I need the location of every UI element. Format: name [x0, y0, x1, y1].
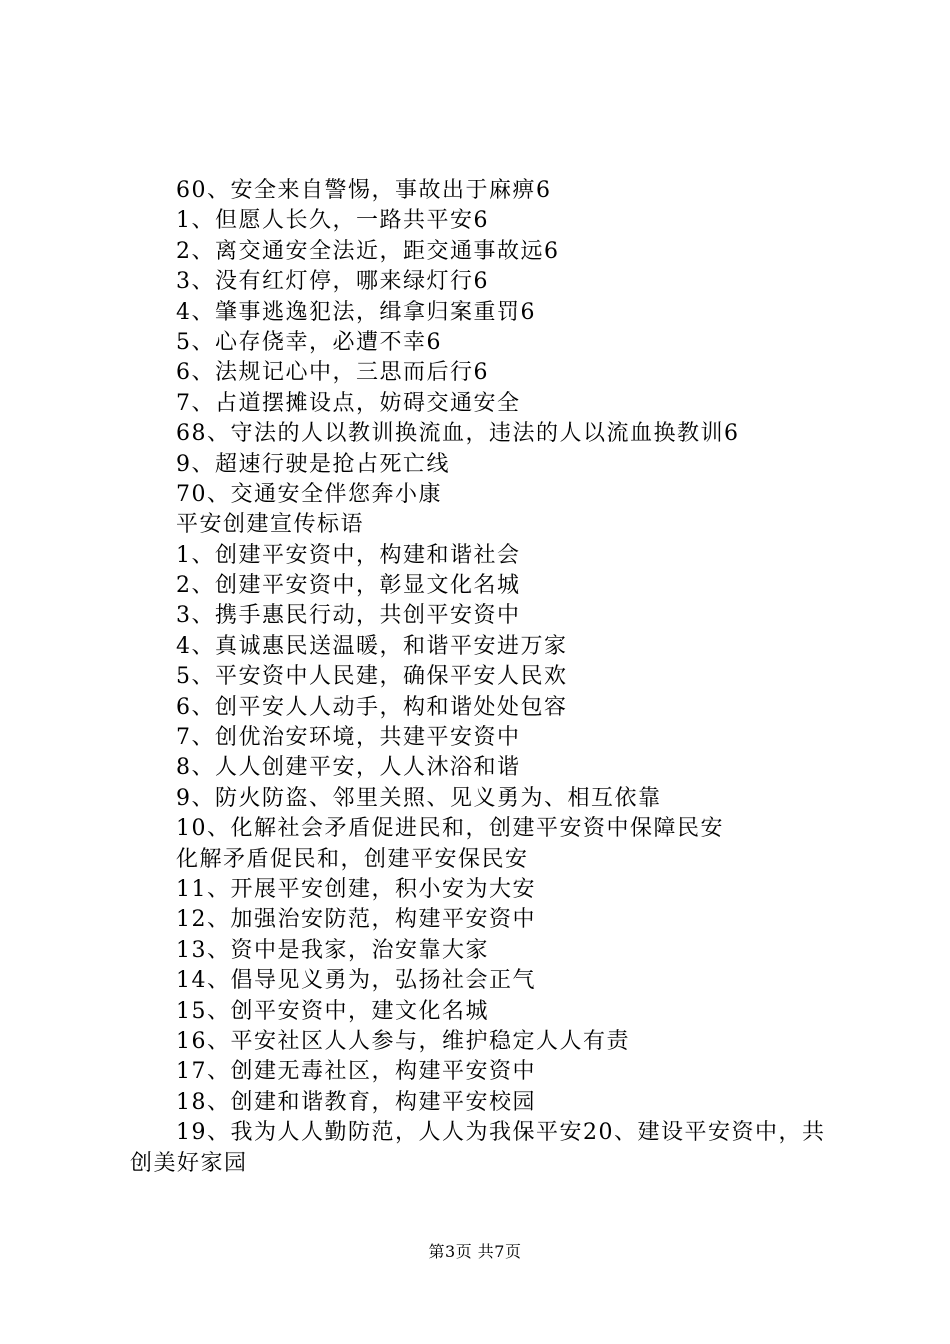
text-line: 11、开展平安创建，积小安为大安: [176, 876, 536, 902]
text-line: 7、占道摆摊设点，妨碍交通安全: [176, 390, 521, 416]
text-line: 9、超速行驶是抢占死亡线: [176, 451, 450, 477]
text-line: 13、资中是我家，治安靠大家: [176, 937, 489, 963]
text-line: 1、创建平安资中，构建和谐社会: [176, 542, 521, 568]
text-line: 17、创建无毒社区，构建平安资中: [176, 1059, 536, 1085]
text-line: 7、创优治安环境，共建平安资中: [176, 725, 521, 751]
text-line: 70、交通安全伴您奔小康: [176, 481, 442, 507]
text-line: 5、平安资中人民建，确保平安人民欢: [176, 664, 568, 690]
page-number-footer: 第3页 共7页: [428, 1242, 522, 1261]
text-line: 2、离交通安全法近，距交通事故远6: [176, 238, 560, 264]
text-line: 14、倡导见义勇为，弘扬社会正气: [176, 968, 536, 994]
text-line: 2、创建平安资中，彰显文化名城: [176, 573, 521, 599]
text-line: 18、创建和谐教育，构建平安校园: [176, 1089, 536, 1115]
text-line: 6、创平安人人动手，构和谐处处包容: [176, 694, 568, 720]
text-line: 15、创平安资中，建文化名城: [176, 998, 489, 1024]
text-line: 60、安全来自警惕，事故出于麻痹6: [176, 178, 552, 203]
text-line: 3、携手惠民行动，共创平安资中: [176, 603, 521, 629]
text-line: 6、法规记心中，三思而后行6: [176, 360, 489, 386]
text-line: 10、化解社会矛盾促进民和，创建平安资中保障民安: [176, 816, 724, 842]
text-line: 12、加强治安防范，构建平安资中: [176, 907, 536, 933]
text-line: 3、没有红灯停，哪来绿灯行6: [176, 269, 489, 295]
text-line: 9、防火防盗、邻里关照、见义勇为、相互依靠: [176, 785, 662, 811]
text-line: 4、真诚惠民送温暖，和谐平安进万家: [176, 633, 568, 659]
text-line: 4、肇事逃逸犯法，缉拿归案重罚6: [176, 299, 536, 325]
last-paragraph: 19、我为人人勤防范，人人为我保平安20、建设平安资中，共创美好家园: [130, 1120, 826, 1176]
text-line: 16、平安社区人人参与，维护稳定人人有责: [176, 1028, 630, 1054]
text-line: 8、人人创建平安，人人沐浴和谐: [176, 755, 521, 781]
text-line: 68、守法的人以教训换流血，违法的人以流血换教训6: [176, 421, 740, 447]
text-line: 1、但愿人长久，一路共平安6: [176, 208, 489, 234]
section-heading: 平安创建宣传标语: [176, 512, 365, 538]
text-line: 5、心存侥幸，必遭不幸6: [176, 329, 442, 355]
document-body: [130, 176, 830, 1179]
text-line: 化解矛盾促民和，创建平安保民安: [176, 846, 529, 872]
